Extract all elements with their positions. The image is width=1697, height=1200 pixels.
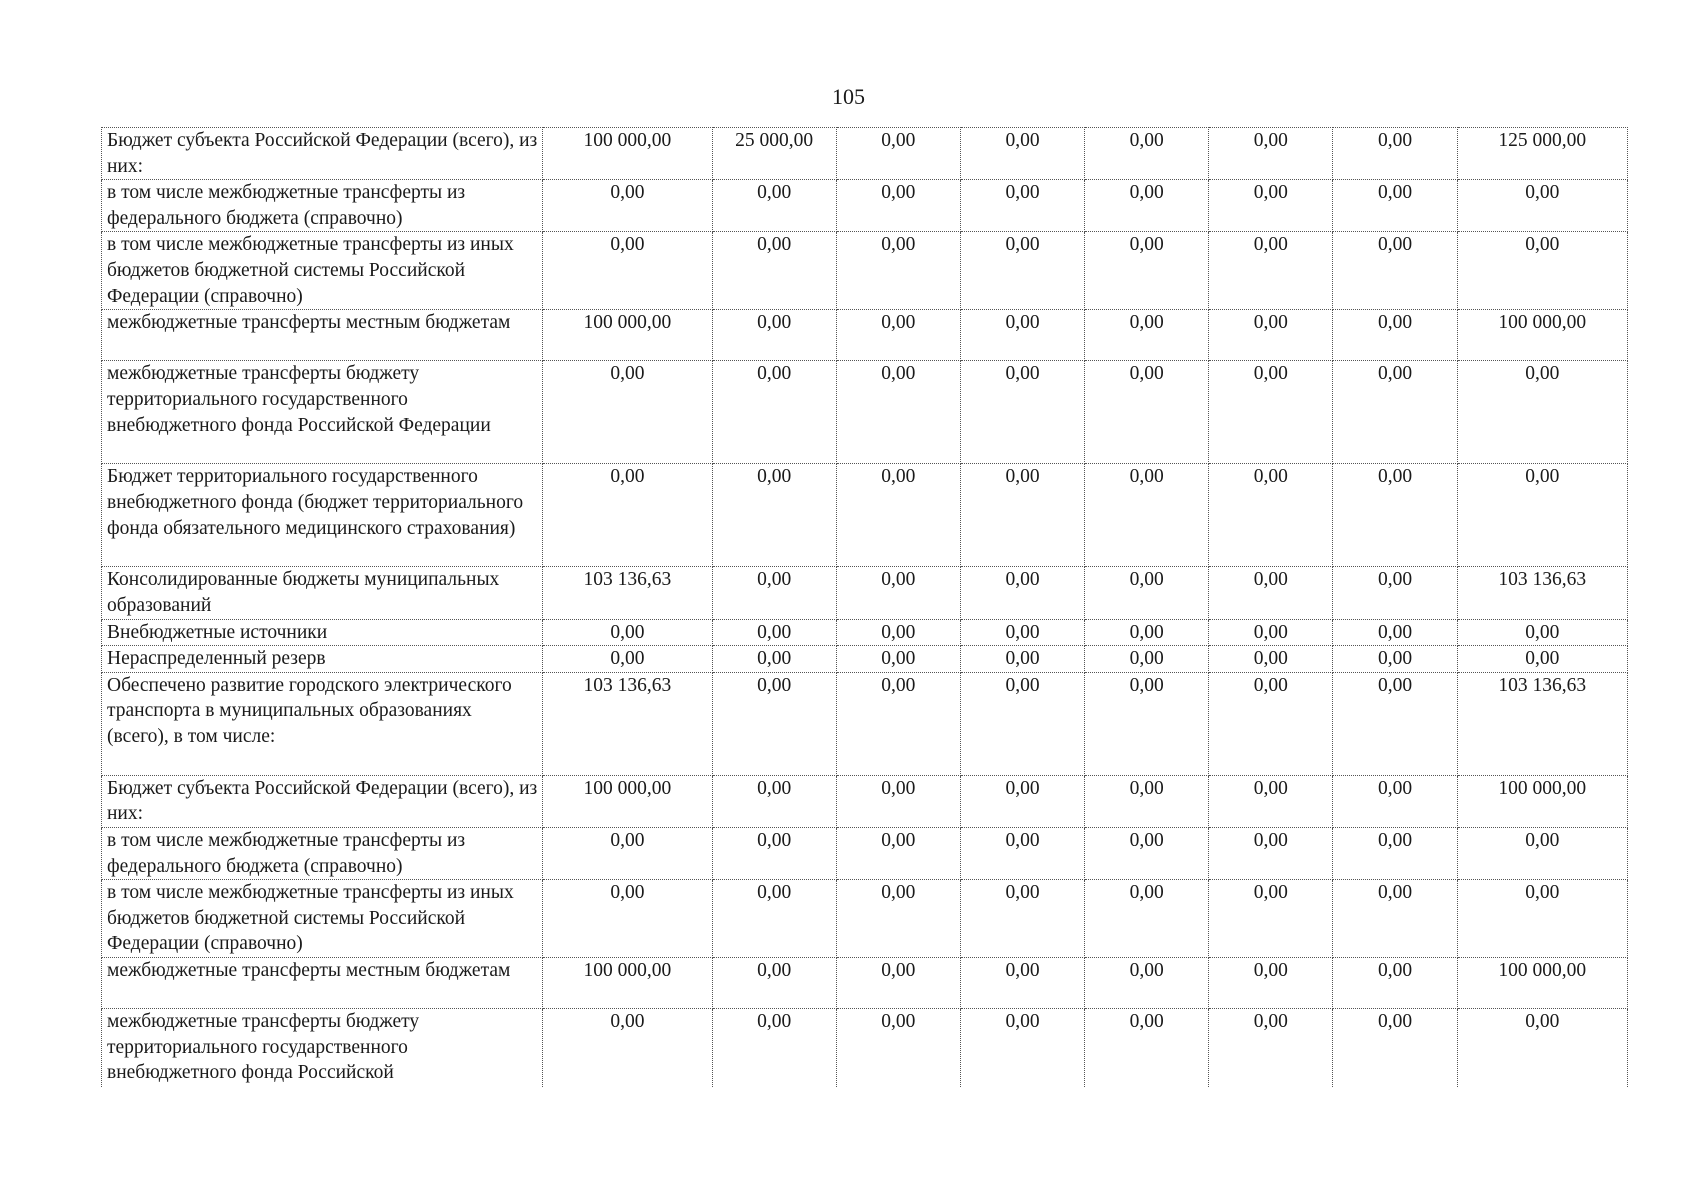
row-label: Бюджет территориального государственного внебюджетного фонда (бюджет территориального фонда обязательного медицинского страхования) (102, 464, 543, 567)
value-cell: 0,00 (1209, 646, 1333, 673)
row-label: в том числе межбюджетные трансферты из федерального бюджета (справочно) (102, 827, 543, 879)
value-cell: 0,00 (836, 775, 960, 827)
value-cell: 0,00 (543, 464, 712, 567)
value-cell: 0,00 (1085, 128, 1209, 180)
value-cell: 0,00 (1085, 464, 1209, 567)
value-cell: 0,00 (836, 567, 960, 619)
value-cell: 0,00 (712, 361, 836, 464)
value-cell: 0,00 (960, 180, 1084, 232)
value-cell: 0,00 (960, 619, 1084, 646)
value-cell: 0,00 (836, 646, 960, 673)
value-cell: 0,00 (836, 310, 960, 361)
row-label: межбюджетные трансферты местным бюджетам (102, 310, 543, 361)
total-cell: 0,00 (1457, 464, 1627, 567)
value-cell: 0,00 (836, 827, 960, 879)
value-cell: 0,00 (960, 672, 1084, 775)
table-body (102, 128, 1628, 1087)
total-cell: 100 000,00 (1457, 775, 1627, 827)
value-cell: 0,00 (1085, 827, 1209, 879)
row-label: межбюджетные трансферты бюджету территориального государственного внебюджетного фонда Российской (102, 1009, 543, 1087)
total-cell: 0,00 (1457, 880, 1627, 958)
value-cell: 0,00 (1085, 567, 1209, 619)
table-row (102, 180, 1628, 232)
value-cell: 0,00 (543, 1009, 712, 1087)
total-cell: 103 136,63 (1457, 567, 1627, 619)
value-cell: 0,00 (1209, 880, 1333, 958)
value-cell: 0,00 (1333, 128, 1457, 180)
row-label: Консолидированные бюджеты муниципальных образований (102, 567, 543, 619)
value-cell: 0,00 (960, 567, 1084, 619)
value-cell: 0,00 (960, 827, 1084, 879)
row-label: межбюджетные трансферты местным бюджетам (102, 958, 543, 1009)
value-cell: 0,00 (960, 128, 1084, 180)
value-cell: 0,00 (712, 567, 836, 619)
value-cell: 25 000,00 (712, 128, 836, 180)
value-cell: 0,00 (1333, 180, 1457, 232)
value-cell: 103 136,63 (543, 567, 712, 619)
value-cell: 0,00 (712, 464, 836, 567)
value-cell: 0,00 (1209, 310, 1333, 361)
table-row (102, 958, 1628, 1009)
value-cell: 0,00 (960, 464, 1084, 567)
row-label: Нераспределенный резерв (102, 646, 543, 673)
value-cell: 0,00 (1085, 672, 1209, 775)
value-cell: 0,00 (543, 619, 712, 646)
total-cell: 125 000,00 (1457, 128, 1627, 180)
value-cell: 0,00 (1085, 310, 1209, 361)
value-cell: 100 000,00 (543, 775, 712, 827)
value-cell: 0,00 (836, 619, 960, 646)
row-label: в том числе межбюджетные трансферты из федерального бюджета (справочно) (102, 180, 543, 232)
value-cell: 0,00 (1085, 958, 1209, 1009)
value-cell: 0,00 (712, 619, 836, 646)
value-cell: 0,00 (960, 232, 1084, 310)
row-label: в том числе межбюджетные трансферты из иных бюджетов бюджетной системы Российской Федерации (справочно) (102, 880, 543, 958)
total-cell: 0,00 (1457, 827, 1627, 879)
value-cell: 0,00 (836, 361, 960, 464)
value-cell: 0,00 (712, 1009, 836, 1087)
value-cell: 103 136,63 (543, 672, 712, 775)
table-row (102, 361, 1628, 464)
budget-table (101, 127, 1628, 1087)
value-cell: 0,00 (1333, 232, 1457, 310)
value-cell: 0,00 (1085, 775, 1209, 827)
value-cell: 0,00 (543, 827, 712, 879)
value-cell: 0,00 (1333, 958, 1457, 1009)
value-cell: 0,00 (1333, 310, 1457, 361)
value-cell: 0,00 (1085, 232, 1209, 310)
value-cell: 0,00 (1209, 672, 1333, 775)
total-cell: 0,00 (1457, 619, 1627, 646)
value-cell: 0,00 (712, 646, 836, 673)
value-cell: 0,00 (543, 361, 712, 464)
value-cell: 0,00 (960, 361, 1084, 464)
value-cell: 0,00 (1209, 464, 1333, 567)
table-row (102, 672, 1628, 775)
value-cell: 0,00 (1209, 619, 1333, 646)
value-cell: 0,00 (543, 880, 712, 958)
value-cell: 0,00 (712, 827, 836, 879)
table-row (102, 128, 1628, 180)
value-cell: 0,00 (960, 310, 1084, 361)
value-cell: 0,00 (960, 1009, 1084, 1087)
value-cell: 0,00 (836, 180, 960, 232)
value-cell: 0,00 (960, 646, 1084, 673)
value-cell: 0,00 (543, 646, 712, 673)
row-label: Бюджет субъекта Российской Федерации (всего), из них: (102, 128, 543, 180)
value-cell: 0,00 (1209, 361, 1333, 464)
row-label: Бюджет субъекта Российской Федерации (всего), из них: (102, 775, 543, 827)
value-cell: 0,00 (1209, 1009, 1333, 1087)
total-cell: 100 000,00 (1457, 958, 1627, 1009)
row-label: Внебюджетные источники (102, 619, 543, 646)
total-cell: 103 136,63 (1457, 672, 1627, 775)
table-row (102, 619, 1628, 646)
value-cell: 100 000,00 (543, 310, 712, 361)
value-cell: 0,00 (1209, 128, 1333, 180)
value-cell: 0,00 (1333, 646, 1457, 673)
value-cell: 0,00 (1333, 464, 1457, 567)
value-cell: 0,00 (1333, 567, 1457, 619)
value-cell: 0,00 (712, 775, 836, 827)
table-row (102, 567, 1628, 619)
table-row (102, 775, 1628, 827)
table-row (102, 646, 1628, 673)
value-cell: 0,00 (1085, 361, 1209, 464)
table-row (102, 1009, 1628, 1087)
total-cell: 0,00 (1457, 180, 1627, 232)
value-cell: 0,00 (960, 775, 1084, 827)
page-number: 105 (832, 84, 865, 109)
value-cell: 0,00 (836, 880, 960, 958)
value-cell: 0,00 (1333, 827, 1457, 879)
value-cell: 0,00 (712, 180, 836, 232)
table-row (102, 827, 1628, 879)
value-cell: 0,00 (1333, 672, 1457, 775)
value-cell: 0,00 (1209, 958, 1333, 1009)
value-cell: 0,00 (1085, 646, 1209, 673)
row-label: Обеспечено развитие городского электрического транспорта в муниципальных образованиях (всего), в том числе: (102, 672, 543, 775)
row-label: в том числе межбюджетные трансферты из иных бюджетов бюджетной системы Российской Федерации (справочно) (102, 232, 543, 310)
value-cell: 0,00 (712, 672, 836, 775)
value-cell: 0,00 (1333, 1009, 1457, 1087)
value-cell: 0,00 (1209, 827, 1333, 879)
value-cell: 0,00 (836, 464, 960, 567)
value-cell: 0,00 (1333, 619, 1457, 646)
value-cell: 0,00 (543, 180, 712, 232)
value-cell: 0,00 (836, 232, 960, 310)
value-cell: 100 000,00 (543, 958, 712, 1009)
table-row (102, 232, 1628, 310)
value-cell: 0,00 (712, 310, 836, 361)
table-row (102, 310, 1628, 361)
value-cell: 0,00 (1209, 232, 1333, 310)
value-cell: 0,00 (1085, 880, 1209, 958)
value-cell: 0,00 (960, 880, 1084, 958)
value-cell: 0,00 (1085, 619, 1209, 646)
value-cell: 0,00 (836, 128, 960, 180)
value-cell: 0,00 (543, 232, 712, 310)
value-cell: 0,00 (836, 1009, 960, 1087)
value-cell: 0,00 (1085, 180, 1209, 232)
value-cell: 100 000,00 (543, 128, 712, 180)
value-cell: 0,00 (1209, 567, 1333, 619)
table-row (102, 880, 1628, 958)
value-cell: 0,00 (1333, 361, 1457, 464)
value-cell: 0,00 (712, 880, 836, 958)
table-row (102, 464, 1628, 567)
value-cell: 0,00 (1333, 880, 1457, 958)
value-cell: 0,00 (836, 672, 960, 775)
value-cell: 0,00 (960, 958, 1084, 1009)
value-cell: 0,00 (1209, 180, 1333, 232)
value-cell: 0,00 (712, 232, 836, 310)
row-label: межбюджетные трансферты бюджету территориального государственного внебюджетного фонда Российской Федерации (102, 361, 543, 464)
value-cell: 0,00 (1209, 775, 1333, 827)
value-cell: 0,00 (1333, 775, 1457, 827)
total-cell: 0,00 (1457, 232, 1627, 310)
total-cell: 100 000,00 (1457, 310, 1627, 361)
total-cell: 0,00 (1457, 1009, 1627, 1087)
total-cell: 0,00 (1457, 646, 1627, 673)
total-cell: 0,00 (1457, 361, 1627, 464)
value-cell: 0,00 (1085, 1009, 1209, 1087)
value-cell: 0,00 (712, 958, 836, 1009)
value-cell: 0,00 (836, 958, 960, 1009)
